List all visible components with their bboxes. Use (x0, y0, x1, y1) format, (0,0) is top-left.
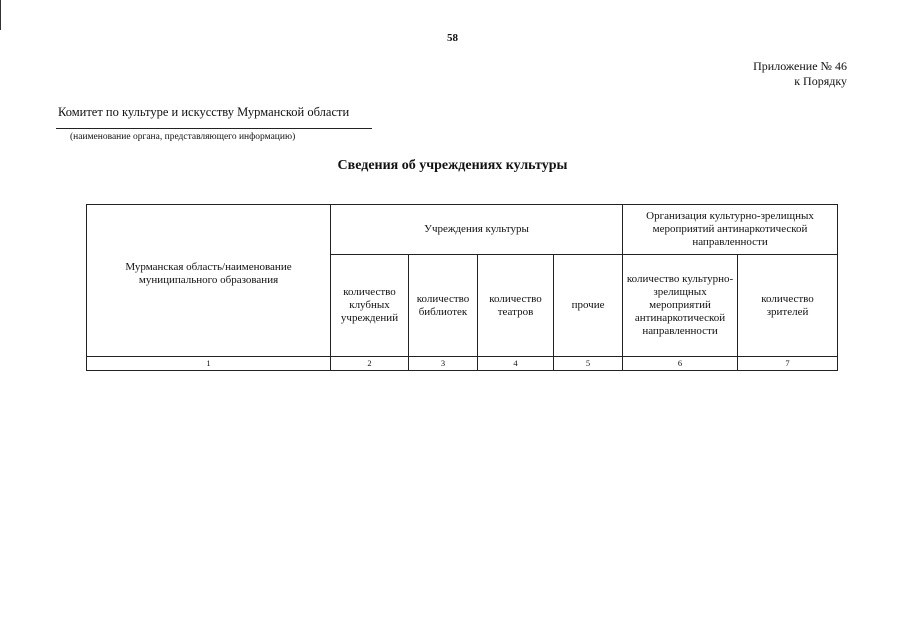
header-group-institutions: Учреждения культуры (331, 205, 623, 255)
org-caption: (наименование органа, представляющего информацию) (70, 132, 296, 142)
header-theatre-count: количество театров (478, 255, 554, 357)
header-event-count: количество культурно-зрелищных мероприятий антинаркотической направленности (623, 255, 738, 357)
header-group-events: Организация культурно-зрелищных мероприятий антинаркотической направленности (623, 205, 838, 255)
culture-institutions-table (86, 204, 838, 371)
column-number: 4 (478, 357, 554, 371)
appendix-line-2: к Порядку (794, 74, 847, 88)
column-number-row (87, 357, 838, 371)
column-number: 1 (87, 357, 331, 371)
column-number: 5 (554, 357, 623, 371)
column-number: 2 (331, 357, 409, 371)
committee-name: Комитет по культуре и искусству Мурманской области (58, 105, 350, 119)
document-title: Сведения об учреждениях культуры (337, 158, 568, 173)
header-club-count: количество клубных учреждений (331, 255, 409, 357)
header-region-label: Мурманская область/наименование муниципального образования (125, 261, 292, 286)
column-number: 7 (738, 357, 838, 371)
page-number: 58 (447, 32, 458, 44)
column-number: 3 (409, 357, 478, 371)
header-viewer-count: количество зрителей (738, 255, 838, 357)
column-number: 6 (623, 357, 738, 371)
header-region (87, 205, 331, 357)
sheet-edge-line (0, 0, 1, 30)
committee-underline (56, 128, 372, 129)
appendix-note (753, 59, 847, 89)
header-other: прочие (554, 255, 623, 357)
appendix-line-1: Приложение № 46 (753, 59, 847, 73)
header-row-top (87, 205, 838, 255)
header-library-count: количество библиотек (409, 255, 478, 357)
